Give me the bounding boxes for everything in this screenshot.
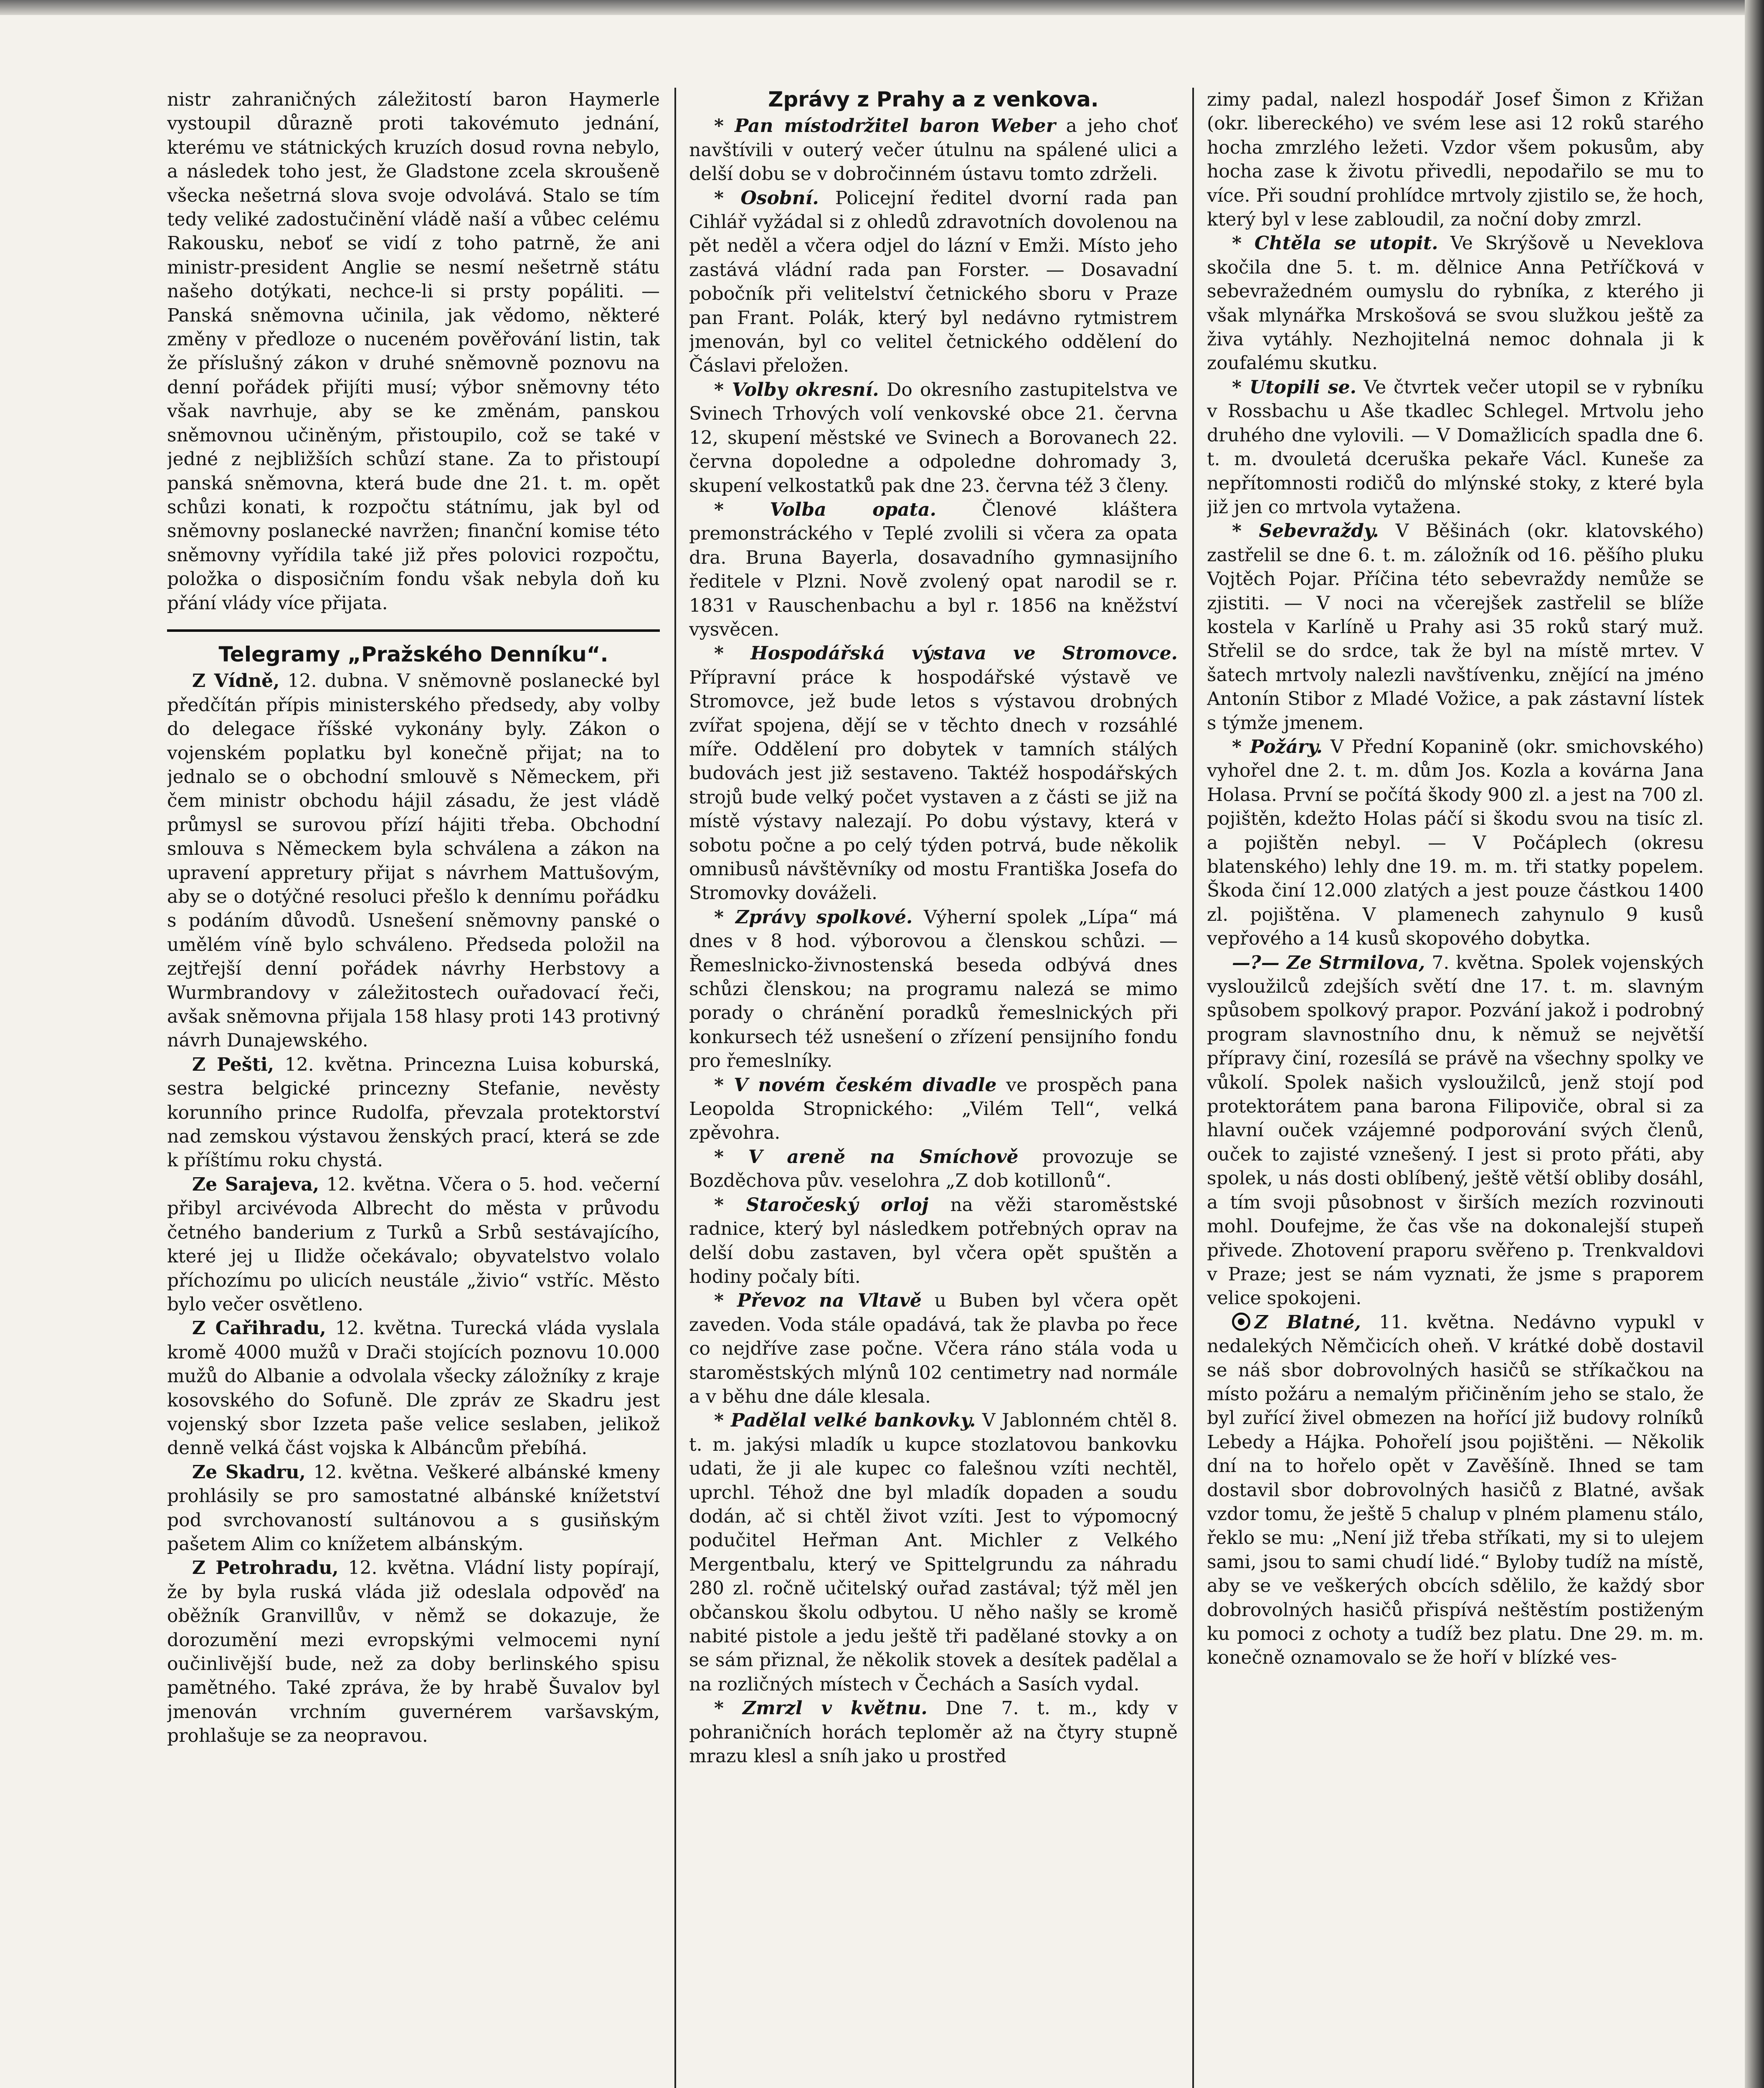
news-body: provozuje se Bozděchova pův. veselohra „Z dob kotillonů“. [689, 1146, 1178, 1192]
news-kicker: * Osobní. [714, 187, 819, 209]
news-item [1207, 951, 1704, 1310]
news-item [689, 498, 1178, 641]
news-body: 7. května. Spolek vojenských vysloužilců zdejších světí dne 17. t. m. slavným spůsobem spolkový prapor. Pozvání jakož i podrobný program slavnostního dnu, k němuž se největší přípravy činí, rozesílá se právě na všechny spolky ve vůkolí. Spolek našich vysloužilců, jenž stojí pod protektorátem pana barona Filipoviče, obral si za hlavní ouček vzájemné podporování svých členů, ouček to zajisté vznešený. I jest si proto přáti, aby spolek, u nás dosti oblíbený, ještě větší obliby dosáhl, a tím svoji působnost v širších mezích rozvinouti mohl. Doufejme, že čas vše na dokonalejší stupeň přivede. Zhotovení praporu svěřeno p. Trenkvaldovi v Praze; jest se nám vyznati, že jsme s praporem velice spokojeni. [1207, 952, 1704, 1309]
telegram-dateline: Ze Skadru, [192, 1461, 306, 1483]
telegram-body: 12. května. Vládní listy popírají, že by byla ruská vláda již odeslala odpověď na oběžník Granvillův, v němž se dokazuje, že dorozumění mezi evropskými velmocemi nyní oučinlivější bude, než za doby berlinského spisu pamětného. Také zpráva, že by hrabě Šuvalov byl jmenován vrchním guvernérem varšavským, prohlašuje se za neopravou. [167, 1557, 660, 1747]
news-kicker: —?— Ze Strmilova, [1232, 952, 1425, 973]
news-body: V Přední Kopanině (okr. smichovského) vyhořel dne 2. t. m. dům Jos. Kozla a kovárna Jana Holasa. První se počítá škody 900 zl. a jest na 700 zl. pojištěn, kdežto Holas páčí si škodu svou na tisíc zl. a pojištěn nebyl. — V Počáplech (okresu blatenského) lehly dne 19. m. m. tři statky popelem. Škoda činí 12.000 zlatých a jest pouze částkou 1400 zl. pojištěna. V plamenech zahynulo 9 kusů vepřového a 14 kusů skopového dobytka. [1207, 736, 1704, 950]
page-binding-shadow [1745, 0, 1764, 2088]
telegram-item [167, 1556, 660, 1748]
news-kicker: Z Blatné, [1255, 1311, 1361, 1333]
news-item [689, 1145, 1178, 1193]
news-body: na věži staroměstské radnice, který byl následkem potřebných oprav na delší dobu zastaven, byl včera opět spuštěn a hodiny počaly bíti. [689, 1194, 1178, 1287]
news-body: Policejní ředitel dvorní rada pan Cihlář vyžádal si z ohledů zdravotních dovolenou na pět neděl a včera odjel do lázní v Emži. Místo jeho zastává vládní rada pan Forster. — Dosavadní pobočník při velitelství četnického sboru v Praze pan Frant. Polák, který byl nedávno rytmistrem jmenován, byl co velitel četnického oddělení do Čáslavi přeložen. [689, 187, 1178, 377]
news-body: Členové kláštera premonstráckého v Teplé zvolili si včera za opata dra. Bruna Bayerla, dosavadního gymnasijního ředitele v Plzni. Nově zvolený opat narodil se r. 1831 v Rauschenbachu a byl r. 1856 na kněžství vysvěcen. [689, 499, 1178, 640]
column-rule [674, 88, 676, 2088]
news-item [1207, 735, 1704, 951]
telegram-body: 12. května. Veškeré albánské kmeny prohlásily se pro samostatné albánské knížetství pod svrchovaností sultánovou a s gusiňským pašetem Alim co knížetem albánským. [167, 1461, 660, 1555]
column-middle [689, 88, 1178, 2088]
news-kicker: * Hospodářská výstava ve Stromovce. [714, 643, 1178, 664]
news-item [689, 1409, 1178, 1696]
news-section-title: Zprávy z Prahy a z venkova. [768, 88, 1099, 111]
news-kicker: * Volba opata. [714, 499, 936, 520]
news-kicker: * Chtěla se utopit. [1232, 233, 1438, 254]
news-item [689, 1289, 1178, 1409]
news-item [689, 641, 1178, 905]
news-item [689, 1073, 1178, 1145]
news-body: a jeho choť navštívili v outerý večer útulnu na spálené ulici a delší dobu se v dobročinném ústavu tomto zdrželi. [689, 115, 1178, 185]
telegram-item [167, 1316, 660, 1460]
news-kicker: * Sebevraždy. [1232, 520, 1379, 542]
column-left [167, 88, 660, 2088]
news-item [1207, 231, 1704, 375]
telegram-dateline: Z Vídně, [192, 670, 280, 692]
news-kicker: * V areně na Smíchově [714, 1146, 1019, 1168]
news-body: Přípravní práce k hospodářské výstavě ve Stromovce, jež bude letos s výstavou drobných zvířat spojena, dějí se v těchto dnech v rozsáhlé míře. Oddělení pro dobytek v tamních stálých budovách jest již sestaveno. Taktéž hospodářských strojů bude velký počet vystaven a z části se již na místě výstavy nalezají. Po dobu výstavy, která v sobotu počne a po celý týden potrvá, bude několik omnibusů návštěvníky od mostu Františka Josefa do Stromovky dováželi. [689, 666, 1178, 904]
telegram-dateline: Z Cařihradu, [192, 1318, 326, 1339]
correspondent-mark-icon [1232, 1313, 1250, 1331]
news-item [1207, 375, 1704, 519]
news-kicker: * Volby okresní. [714, 379, 879, 400]
news-item [689, 1193, 1178, 1289]
news-item [1207, 519, 1704, 735]
telegram-body: 12. dubna. V sněmovně poslanecké byl předčítán přípis ministerského předsedy, aby volby do delegace říšské vykonány byly. Zákon o vojenském poplatku byl konečně přijat; na to jednalo se o obchodní smlouvě s Německem, při čem ministr obchodu hájil zásadu, že jest vládě průmysl se surovou přízí hájiti třeba. Obchodní smlouva s Německem byla schválena a zákon na upravení appretury přijat s návrhem Mattušovým, aby se o dotýčné resoluci přešlo k dennímu pořádku s podáním důvodů. Usnešení sněmovny panské o umělém víně bylo schváleno. Předseda položil na zejtřejší denní pořádek návrhy Herbstovy a Wurmbrandovy v záležitostech ouřadovací řeči, avšak sněmovna přijala 158 hlasy proti 143 protivný návrh Dunajewského. [167, 670, 660, 1052]
telegram-body: 12. května. Včera o 5. hod. večerní přibyl arcivévoda Albrecht do města v průvodu četného banderium z Turků a Srbů sestávajícího, které jej u Ilidže očekávalo; obyvatelstvo volalo příchozímu po ulicích neustále „živio“ vstříc. Město bylo večer osvětleno. [167, 1173, 660, 1315]
news-item [689, 186, 1178, 378]
news-body: Dne 7. t. m., kdy v pohraničních horách teploměr až na čtyry stupně mrazu klesl a sníh jako u prostřed [689, 1698, 1178, 1767]
news-kicker: * Převoz na Vltavě [714, 1290, 922, 1312]
news-body: Ve Skrýšově u Neveklova skočila dne 5. t. m. dělnice Anna Petříčková v sebevražedném oumyslu do rybníka, z kterého ji však mlynářka Mrskošová se svou služkou ještě za živa vytáhly. Nezhojitelná nemoc dohnala ji k zoufalému skutku. [1207, 233, 1704, 374]
news-kicker: * Staročeský orloj [714, 1194, 929, 1216]
news-body: Výherní spolek „Lípa“ má dnes v 8 hod. výborovou a členskou schůzi. — Řemeslnicko-živnostenská beseda odbývá dnes schůzi členskou; na programu nalezá se mimo porady o chránění poradků řemeslnických při konkursech též usnešení o zřízení pensijního fondu pro řemeslníky. [689, 906, 1178, 1072]
news-body: Ve čtvrtek večer utopil se v rybníku v Rossbachu u Aše tkadlec Schlegel. Mrtvolu jeho druhého dne vylovili. — V Domažlicích spadla dne 6. t. m. dvouletá dceruška pekaře Václ. Kuneše za nepřítomnosti rodičů do mlýnské stoky, z které byla již jen co mrtvola vytažena. [1207, 376, 1704, 518]
news-body: Do okresního zastupitelstva ve Svinech Trhových volí venkovské obce 21. června 12, skupení městské ve Svinech a Borovanech 22. června dopoledne a odpoledne dohromady 3, skupení velkostatků pak dne 23. června též 3 členy. [689, 379, 1178, 497]
telegram-item [167, 1053, 660, 1173]
column-right [1207, 88, 1704, 2088]
article-continuation: zimy padal, nalezl hospodář Josef Šimon z Křižan (okr. libereckého) ve svém lese asi 12 roků starého hocha zmrzlého ležeti. Vzdor všem pokusům, aby hocha zase k životu přivedli, nepodařilo se mu to více. Při soudní prohlídce mrtvoly zjistilo se, že hoch, který byl v lese zabloudil, za noční doby zmrzl. [1207, 89, 1704, 231]
telegram-body: 12. května. Princezna Luisa koburská, sestra belgické princezny Stefanie, nevěsty korunního prince Rudolfa, převzala protektorství nad zemskou výstavou ženských prací, která se zde k příštímu roku chystá. [167, 1054, 660, 1171]
news-kicker: * Padělal velké bankovky. [714, 1410, 976, 1432]
telegram-dateline: Ze Sarajeva, [192, 1173, 319, 1195]
telegram-section-title: Telegramy „Pražského Denníku“. [218, 642, 608, 666]
news-body: ve prospěch pana Leopolda Stropnického: „Vilém Tell“, velká zpěvohra. [689, 1074, 1178, 1144]
article-continuation: nistr zahraničných záležitostí baron Haymerle vystoupil důrazně proti takovémuto jednání, kterému ve státnických kruzích dosud rovna nebylo, a následek toho jest, že Gladstone zcela skroušeně všecka nešetrná slova svoje odvolává. Stalo se tím tedy veliké zadostučinění vládě naší a vůbec celému Rakousku, neboť se vidí z toho patrně, že ani ministr-president Anglie se nesmí nešetrně státu našeho dotýkati, nechce-li si prsty popáliti. — Panská sněmovna učinila, jak vědomo, některé změny v předloze o nuceném pověřování listin, tak že příslušný zákon v druhé sněmovně poznovu na denní pořádek přijíti musí; výbor sněmovny této však navrhuje, aby se ke změnám, panskou sněmovnou učiněným, přistoupilo, což se také v jedné z nejbližších schůzí stane. Za to přistoupí panská sněmovna, která bude dne 21. t. m. opět schůzi konati, k rozpočtu státnímu, jak byl od sněmovny poslanecké navržen; finanční komise této sněmovny vyřídila také již přes polovici rozpočtu, položka o disposičním fondu však nebyla doň ku přání vlády více přijata. [167, 89, 660, 614]
news-kicker: * Utopili se. [1232, 376, 1356, 398]
telegram-dateline: Z Petrohradu, [192, 1557, 339, 1579]
news-item [689, 378, 1178, 498]
newspaper-page [167, 88, 1721, 2088]
section-divider [167, 629, 660, 632]
news-item [689, 114, 1178, 186]
news-body: u Buben byl včera opět zaveden. Voda stále opadává, tak že plavba po řece co nejdříve zase počne. Včera ráno stála voda u staroměstských mlýnů 102 centimetry nad normále a v běhu dne dále klesala. [689, 1290, 1178, 1407]
news-item [1207, 1310, 1704, 1670]
news-kicker: * Požáry. [1232, 736, 1323, 758]
news-body: 11. května. Nedávno vypukl v nedalekých Němčicích oheň. V krátké době dostavil se náš sbor dobrovolných hasičů se stříkačkou na místo požáru a nemalým přičiněním jeho se stalo, že byl zuřící živel obmezen na hořící již budovy rolníků Lebedy a Hájka. Pohořelí jsou pojištěni. — Několik dní na to hořelo opět v Zavěšíně. Ihned se tam dostavil sbor dobrovolných hasičů z Blatné, avšak vzdor tomu, že ještě 5 chalup v plném plamenu stálo, řeklo se mu: „Není již třeba stříkati, my si to ulejem sami, jsou to sami chudí lidé.“ Byloby tudíž na místě, aby se ve veškerých obcích sdělilo, že každý sbor dobrovolných hasičů přispívá neštěstím postiženým ku pomoci z ochoty a tudíž bez platu. Dne 29. m. m. konečně oznamovalo se že hoří v blízké ves- [1207, 1311, 1704, 1669]
news-kicker: * Zprávy spolkové. [714, 906, 913, 928]
news-kicker: * Zmrzl v květnu. [714, 1698, 928, 1719]
telegram-item [167, 1460, 660, 1556]
news-body: V Běšinách (okr. klatovského) zastřelil se dne 6. t. m. záložník od 16. pěšího pluku Vojtěch Pojar. Příčina této sebevraždy nemůže se zjistiti. — V noci na včerejšek zastřelil se blíže kostela v Karlíně u Prahy asi 35 roků starý muž. Střelil se do srdce, tak že byl na místě mrtev. V šatech mrtvoly nalezli navštívenku, znějící na jméno Antonín Stibor z Mladé Vožice, a pak zástavní lístek s týmže jmenem. [1207, 520, 1704, 734]
telegram-item [167, 669, 660, 1053]
column-rule [1192, 88, 1194, 2088]
news-kicker: * V novém českém divadle [714, 1074, 997, 1096]
telegram-body: 12. května. Turecká vláda vyslala kromě 4000 mužů v Drači stojících poznovu 10.000 mužů do Albanie a odvolala všecky záložníky z kraje kosovského do Sofuně. Dle zpráv ze Skadru jest vojenský sbor Izzeta paše velice seslaben, jelikož denně velká část vojska k Albáncům přebíhá. [167, 1318, 660, 1459]
telegram-dateline: Z Pešti, [192, 1054, 274, 1075]
page-edge-shadow [0, 0, 1764, 15]
news-item [689, 1696, 1178, 1768]
news-item [689, 905, 1178, 1073]
news-kicker: * Pan místodržitel baron Weber [714, 115, 1056, 137]
telegram-item [167, 1173, 660, 1316]
news-body: V Jablonném chtěl 8. t. m. jakýsi mladík u kupce stozlatovou bankovku udati, že ji ale kupec co falešnou vzíti nechtěl, uprchl. Téhož dne byl mladík dopaden a soudu dodán, ač si chtěl život vzíti. Jest to výpomocný podučitel Heřman Ant. Michler z Velkého Mergentbalu, který ve Spittelgrundu za náhradu 280 zl. ročně učitelský ouřad zastával; týž měl jen občanskou školu odbytou. U něho našly se kromě nabité pistole a jedu ještě tři padělané stovky a on se sám přiznal, že několik stovek a desítek padělal a na rozličných místech v Čechách a Sasích vydal. [689, 1410, 1178, 1695]
